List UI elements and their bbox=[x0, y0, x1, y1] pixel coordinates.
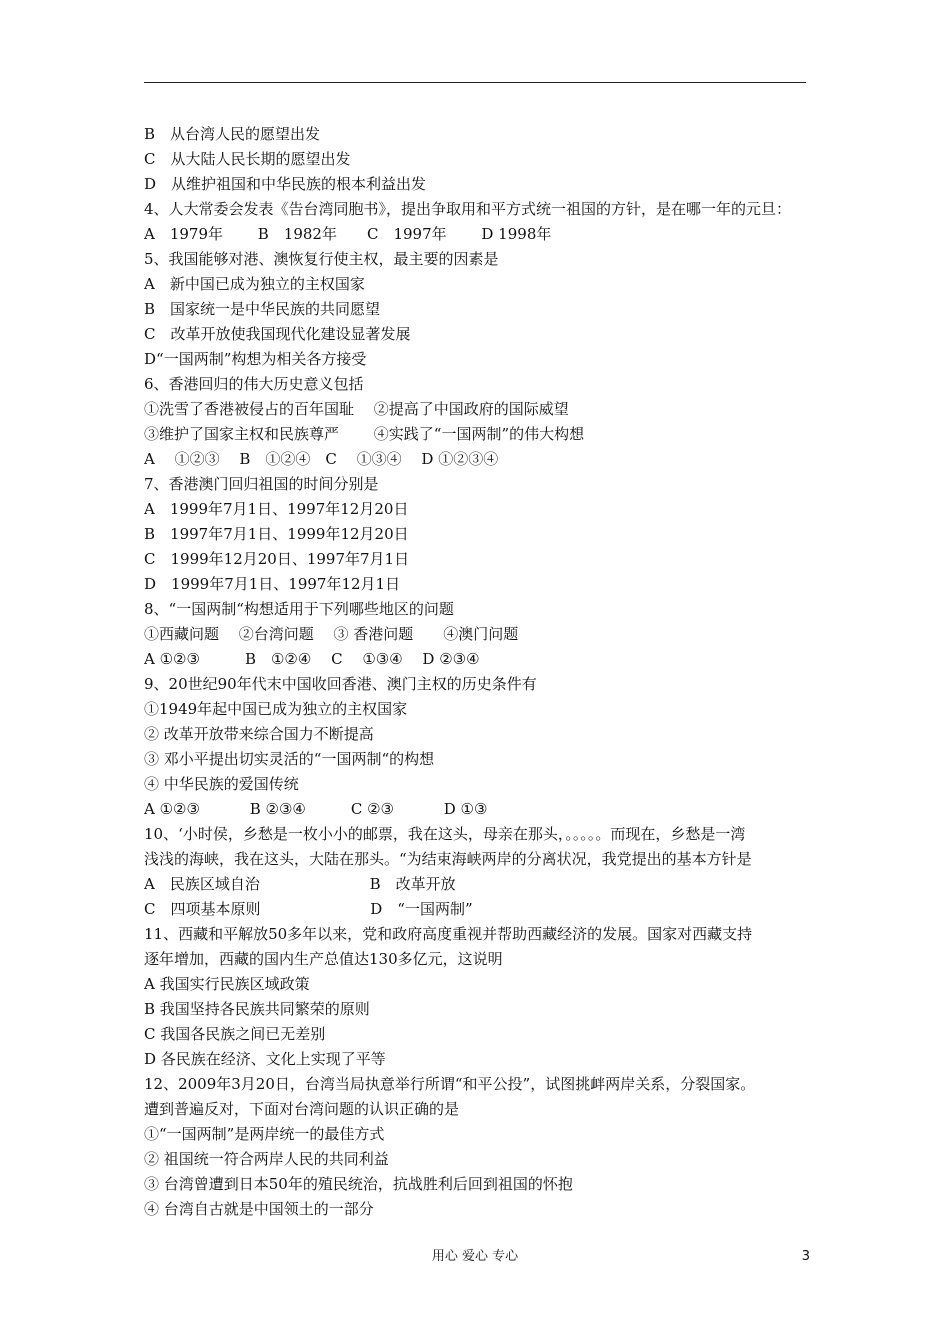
text-line: ④ 中华民族的爱国传统 bbox=[144, 775, 299, 793]
question-12: 12、2009年3月20日，台湾当局执意举行所谓“和平公投”，试图挑衅两岸关系，分裂国家。 bbox=[144, 1075, 756, 1093]
text-line: A ①②③ B ②③④ C ②③ D ①③ bbox=[144, 800, 488, 818]
text-line: C 改革开放使我国现代化建设显著发展 bbox=[144, 325, 411, 343]
text-line: ③ 台湾曾遭到日本50年的殖民统治，抗战胜利后回到祖国的怀抱 bbox=[144, 1175, 573, 1193]
question-6: 6、香港回归的伟大历史意义包括 bbox=[144, 375, 364, 393]
text-line: C 四项基本原则 D “一国两制” bbox=[144, 900, 473, 918]
question-7: 7、香港澳门回归祖国的时间分别是 bbox=[144, 475, 379, 493]
text-line: A ①②③ B ①②④ C ①③④ D ②③④ bbox=[144, 650, 480, 668]
text-line: B 1997年7月1日、1999年12月20日 bbox=[144, 525, 409, 543]
page-number: 3 bbox=[801, 1249, 810, 1264]
question-5: 5、我国能够对港、澳恢复行使主权，最主要的因素是 bbox=[144, 250, 499, 268]
question-11: 11、西藏和平解放50多年以来，党和政府高度重视并帮助西藏经济的发展。国家对西藏支持 bbox=[144, 925, 753, 943]
text-line: ①西藏问题 ②台湾问题 ③ 香港问题 ④澳门问题 bbox=[144, 625, 519, 643]
text-line: A ①②③ B ①②④ C ①③④ D ①②③④ bbox=[144, 450, 499, 468]
text-line: D 从维护祖国和中华民族的根本利益出发 bbox=[144, 175, 427, 193]
text-line: C 我国各民族之间已无差别 bbox=[144, 1025, 326, 1043]
text-line: ④ 台湾自古就是中国领土的一部分 bbox=[144, 1200, 374, 1218]
text-line: ② 改革开放带来综合国力不断提高 bbox=[144, 725, 374, 743]
text-line: D 各民族在经济、文化上实现了平等 bbox=[144, 1050, 386, 1068]
text-line: ①“一国两制”是两岸统一的最佳方式 bbox=[144, 1125, 385, 1143]
text-line: ③ 邓小平提出切实灵活的“一国两制“的构想 bbox=[144, 750, 435, 768]
text-line: ② 祖国统一符合两岸人民的共同利益 bbox=[144, 1150, 389, 1168]
text-line: B 我国坚持各民族共同繁荣的原则 bbox=[144, 1000, 370, 1018]
question-8: 8、“一国两制“构想适用于下列哪些地区的问题 bbox=[144, 600, 454, 618]
question-9: 9、20世纪90年代末中国收回香港、澳门主权的历史条件有 bbox=[144, 675, 537, 693]
text-line: D“一国两制”构想为相关各方接受 bbox=[144, 350, 367, 368]
text-line: A 民族区域自治 B 改革开放 bbox=[144, 875, 456, 893]
text-line: ①1949年起中国已成为独立的主权国家 bbox=[144, 700, 408, 718]
text-line: A 新中国已成为独立的主权国家 bbox=[144, 275, 365, 293]
text-line: C 1999年12月20日、1997年7月1日 bbox=[144, 550, 410, 568]
text-line: 浅浅的海峡，我在这头，大陆在那头。“为结束海峡两岸的分离状况，我党提出的基本方针是 bbox=[144, 850, 752, 868]
text-line: D 1999年7月1日、1997年12月1日 bbox=[144, 575, 401, 593]
text-line: B 从台湾人民的愿望出发 bbox=[144, 125, 321, 143]
text-line: ①洗雪了香港被侵占的百年国耻 ②提高了中国政府的国际威望 bbox=[144, 400, 569, 418]
footer-slogan: 用心 爱心 专心 bbox=[431, 1249, 519, 1264]
text-line: B 国家统一是中华民族的共同愿望 bbox=[144, 300, 381, 318]
question-10: 10、‘小时侯，乡愁是一枚小小的邮票，我在这头，母亲在那头，。。。。。而现在，乡愁是一湾 bbox=[144, 825, 746, 843]
text-line: ③维护了国家主权和民族尊严 ④实践了“一国两制”的伟大构想 bbox=[144, 425, 585, 443]
question-4: 4、人大常委会发表《告台湾同胞书》，提出争取用和平方式统一祖国的方针，是在哪一年的元旦： bbox=[144, 200, 792, 218]
text-line: A 1979年 B 1982年 C 1997年 D 1998年 bbox=[144, 225, 552, 243]
text-line: 遭到普遍反对，下面对台湾问题的认识正确的是 bbox=[144, 1100, 460, 1118]
text-line: A 我国实行民族区域政策 bbox=[144, 975, 310, 993]
text-line: A 1999年7月1日、1997年12月20日 bbox=[144, 500, 409, 518]
document-body bbox=[144, 122, 816, 1222]
header-rule bbox=[144, 82, 806, 83]
text-line: 逐年增加，西藏的国内生产总值达130多亿元，这说明 bbox=[144, 950, 503, 968]
text-line: C 从大陆人民长期的愿望出发 bbox=[144, 150, 351, 168]
